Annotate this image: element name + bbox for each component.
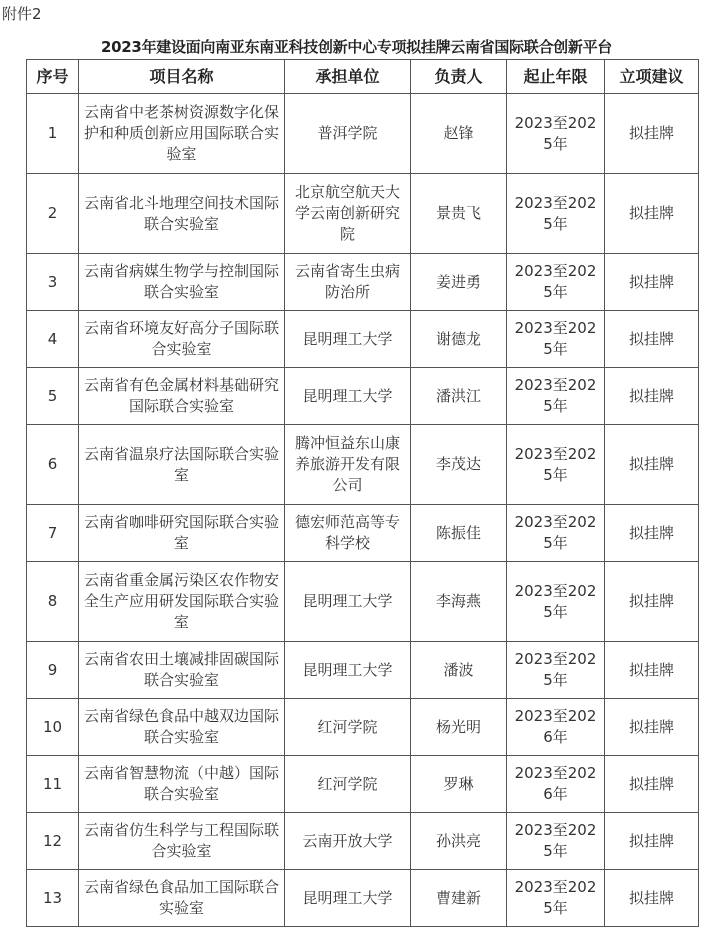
cell-organization: 北京航空航天大学云南创新研究院 [285,174,411,254]
cell-organization: 云南开放大学 [285,813,411,870]
table-row [27,311,699,368]
cell-number: 11 [27,756,79,813]
cell-period: 2023至2025年 [507,254,605,311]
cell-leader: 谢德龙 [411,311,507,368]
table-row [27,813,699,870]
cell-recommendation: 拟挂牌 [605,311,699,368]
cell-number: 8 [27,562,79,642]
cell-period: 2023至2026年 [507,699,605,756]
header-project-name: 项目名称 [79,60,285,94]
cell-organization: 腾冲恒益东山康养旅游开发有限公司 [285,425,411,505]
table-row [27,870,699,927]
cell-recommendation: 拟挂牌 [605,756,699,813]
cell-organization: 红河学院 [285,699,411,756]
cell-organization: 昆明理工大学 [285,870,411,927]
cell-period: 2023至2025年 [507,174,605,254]
header-number: 序号 [27,60,79,94]
cell-period: 2023至2025年 [507,642,605,699]
cell-period: 2023至2025年 [507,368,605,425]
cell-recommendation: 拟挂牌 [605,94,699,174]
cell-project-name: 云南省重金属污染区农作物安全生产应用研发国际联合实验室 [79,562,285,642]
cell-leader: 李茂达 [411,425,507,505]
project-table [26,59,699,927]
attachment-label: 附件2 [2,5,42,23]
cell-period: 2023至2025年 [507,870,605,927]
cell-recommendation: 拟挂牌 [605,699,699,756]
cell-project-name: 云南省温泉疗法国际联合实验室 [79,425,285,505]
cell-project-name: 云南省绿色食品中越双边国际联合实验室 [79,699,285,756]
table-row [27,505,699,562]
cell-organization: 红河学院 [285,756,411,813]
cell-recommendation: 拟挂牌 [605,254,699,311]
cell-project-name: 云南省咖啡研究国际联合实验室 [79,505,285,562]
cell-number: 13 [27,870,79,927]
header-organization: 承担单位 [285,60,411,94]
cell-leader: 杨光明 [411,699,507,756]
cell-project-name: 云南省仿生科学与工程国际联合实验室 [79,813,285,870]
cell-number: 2 [27,174,79,254]
cell-number: 6 [27,425,79,505]
cell-project-name: 云南省北斗地理空间技术国际联合实验室 [79,174,285,254]
cell-number: 3 [27,254,79,311]
cell-number: 5 [27,368,79,425]
cell-recommendation: 拟挂牌 [605,870,699,927]
cell-period: 2023至2025年 [507,94,605,174]
cell-number: 7 [27,505,79,562]
cell-leader: 潘洪江 [411,368,507,425]
cell-number: 1 [27,94,79,174]
cell-number: 12 [27,813,79,870]
cell-organization: 昆明理工大学 [285,311,411,368]
cell-organization: 昆明理工大学 [285,368,411,425]
cell-period: 2023至2025年 [507,562,605,642]
cell-recommendation: 拟挂牌 [605,505,699,562]
table-row [27,425,699,505]
cell-project-name: 云南省绿色食品加工国际联合实验室 [79,870,285,927]
cell-organization: 云南省寄生虫病防治所 [285,254,411,311]
table-body [27,94,699,927]
cell-leader: 孙洪亮 [411,813,507,870]
table-row [27,699,699,756]
table-row [27,562,699,642]
cell-recommendation: 拟挂牌 [605,562,699,642]
cell-project-name: 云南省病媒生物学与控制国际联合实验室 [79,254,285,311]
cell-recommendation: 拟挂牌 [605,368,699,425]
cell-period: 2023至2026年 [507,756,605,813]
header-leader: 负责人 [411,60,507,94]
table-row [27,254,699,311]
table-row [27,94,699,174]
cell-number: 9 [27,642,79,699]
table-row [27,642,699,699]
cell-project-name: 云南省农田土壤减排固碳国际联合实验室 [79,642,285,699]
cell-number: 10 [27,699,79,756]
table-row [27,368,699,425]
cell-organization: 普洱学院 [285,94,411,174]
cell-recommendation: 拟挂牌 [605,642,699,699]
cell-leader: 姜进勇 [411,254,507,311]
document-title: 2023年建设面向南亚东南亚科技创新中心专项拟挂牌云南省国际联合创新平台 [101,38,612,56]
cell-leader: 曹建新 [411,870,507,927]
table-header-row [27,60,699,94]
cell-leader: 赵锋 [411,94,507,174]
cell-leader: 罗琳 [411,756,507,813]
cell-leader: 陈振佳 [411,505,507,562]
cell-leader: 潘波 [411,642,507,699]
cell-leader: 李海燕 [411,562,507,642]
cell-recommendation: 拟挂牌 [605,174,699,254]
cell-organization: 德宏师范高等专科学校 [285,505,411,562]
cell-number: 4 [27,311,79,368]
cell-organization: 昆明理工大学 [285,642,411,699]
header-recommendation: 立项建议 [605,60,699,94]
cell-recommendation: 拟挂牌 [605,813,699,870]
cell-project-name: 云南省有色金属材料基础研究国际联合实验室 [79,368,285,425]
cell-period: 2023至2025年 [507,505,605,562]
cell-project-name: 云南省智慧物流（中越）国际联合实验室 [79,756,285,813]
cell-organization: 昆明理工大学 [285,562,411,642]
table-row [27,756,699,813]
cell-project-name: 云南省中老茶树资源数字化保护和种质创新应用国际联合实验室 [79,94,285,174]
cell-recommendation: 拟挂牌 [605,425,699,505]
header-period: 起止年限 [507,60,605,94]
cell-period: 2023至2025年 [507,311,605,368]
cell-leader: 景贵飞 [411,174,507,254]
cell-project-name: 云南省环境友好高分子国际联合实验室 [79,311,285,368]
cell-period: 2023至2025年 [507,813,605,870]
cell-period: 2023至2025年 [507,425,605,505]
table-row [27,174,699,254]
